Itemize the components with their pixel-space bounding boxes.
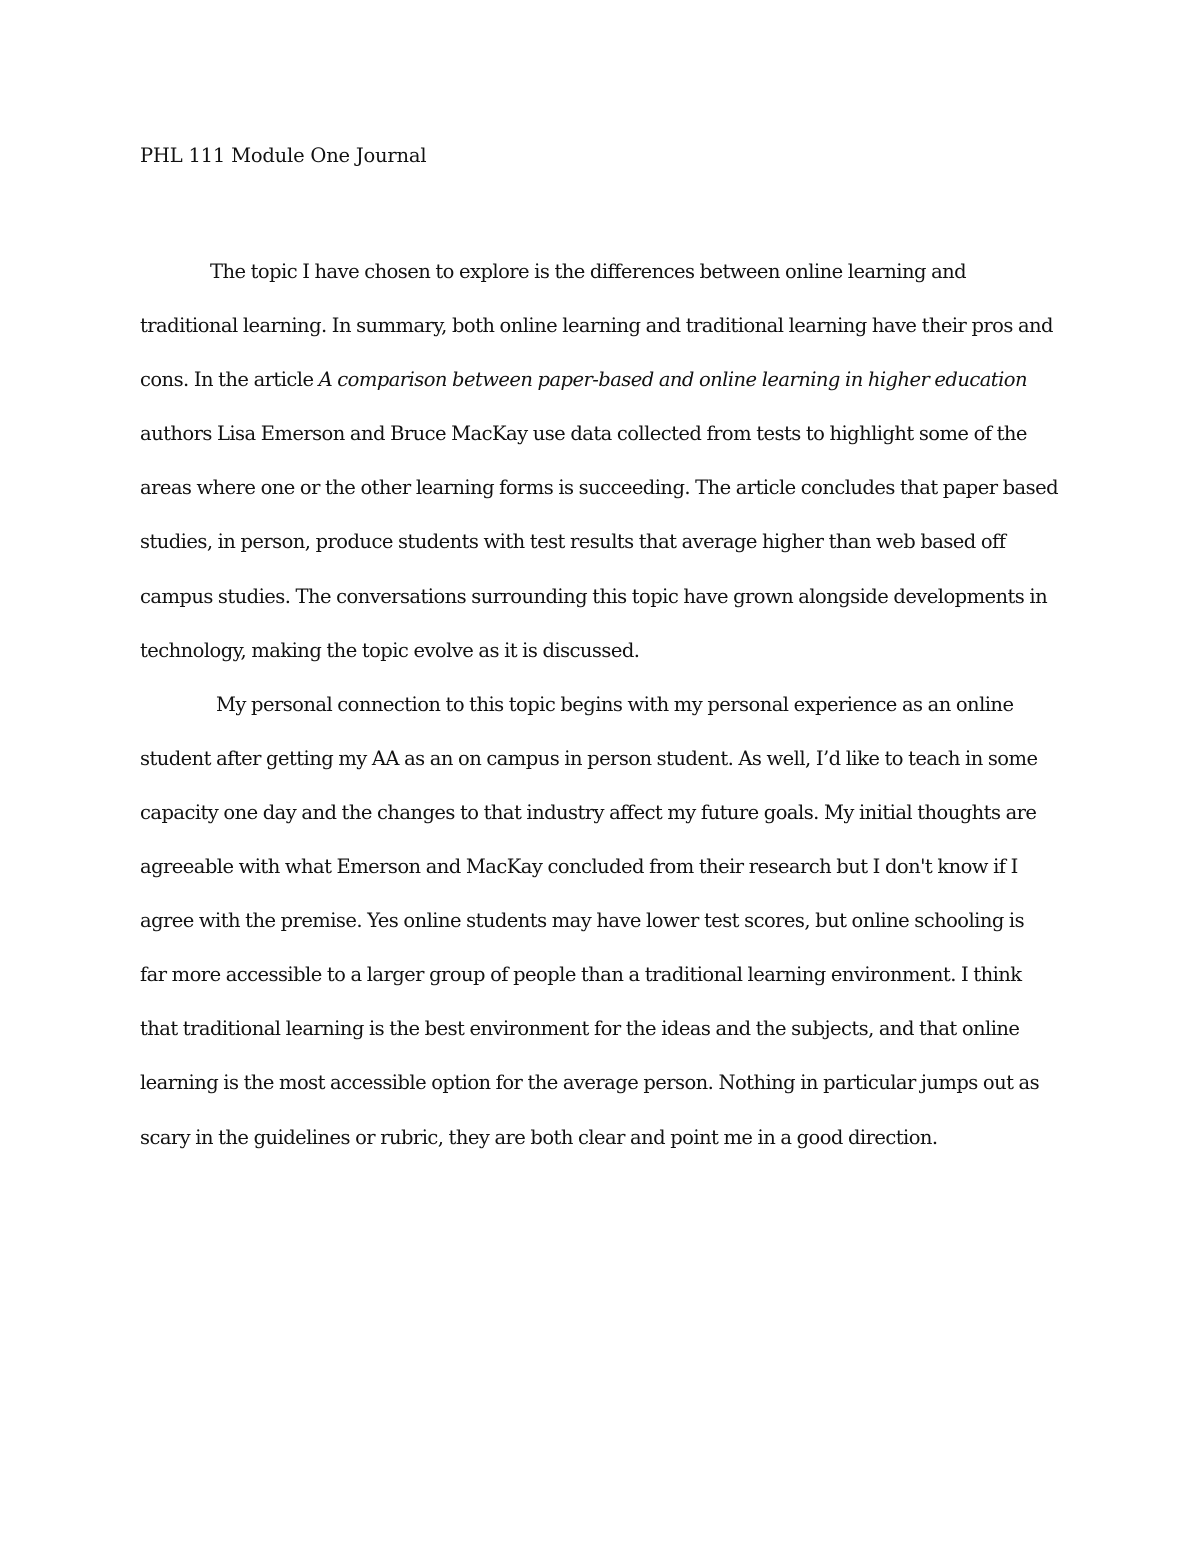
document-title: PHL 111 Module One Journal xyxy=(140,144,427,167)
article-title: A comparison between paper-based and online learning in higher education xyxy=(318,368,1027,392)
paragraph-2-line-4: agreeable with what Emerson and MacKay concluded from their research but I don't know if I xyxy=(140,855,1018,879)
paragraph-2-line-2: student after getting my AA as an on campus in person student. As well, I’d like to teach in some xyxy=(140,746,1038,770)
paragraph-1 xyxy=(140,245,1070,678)
paragraph-1-line-5: areas where one or the other learning forms is succeeding. The article concludes that paper based xyxy=(140,476,1058,500)
paragraph-1-line-6: studies, in person, produce students with test results that average higher than web based off xyxy=(140,530,1006,554)
paragraph-2-line-6: far more accessible to a larger group of people than a traditional learning environment. I think xyxy=(140,963,1022,987)
paragraph-2-line-7: that traditional learning is the best environment for the ideas and the subjects, and that online xyxy=(140,1017,1020,1041)
paragraph-1-line-2: traditional learning. In summary, both online learning and traditional learning have their pros and xyxy=(140,314,1053,338)
paragraph-2-line-5: agree with the premise. Yes online students may have lower test scores, but online schooling is xyxy=(140,909,1025,933)
paragraph-1-line-7: campus studies. The conversations surrounding this topic have grown alongside developments in xyxy=(140,584,1048,608)
paragraph-1-line-8: technology, making the topic evolve as it is discussed. xyxy=(140,638,640,662)
paragraph-2 xyxy=(140,678,1070,1165)
paragraph-2-line-1: My personal connection to this topic begins with my personal experience as an online xyxy=(216,692,1014,716)
paragraph-1-line-4: authors Lisa Emerson and Bruce MacKay use data collected from tests to highlight some of the xyxy=(140,422,1027,446)
paragraph-1-line-3 xyxy=(140,353,1070,407)
paragraph-2-line-8: learning is the most accessible option for the average person. Nothing in particular jumps out as xyxy=(140,1071,1040,1095)
paragraph-1-line-3-text: cons. In the article xyxy=(140,368,319,392)
paragraph-2-line-3: capacity one day and the changes to that industry affect my future goals. My initial thoughts are xyxy=(140,800,1037,824)
paragraph-2-line-9: scary in the guidelines or rubric, they are both clear and point me in a good direction. xyxy=(140,1125,938,1149)
document-body xyxy=(140,245,1070,1165)
paragraph-1-line-1: The topic I have chosen to explore is the differences between online learning and xyxy=(210,260,967,283)
